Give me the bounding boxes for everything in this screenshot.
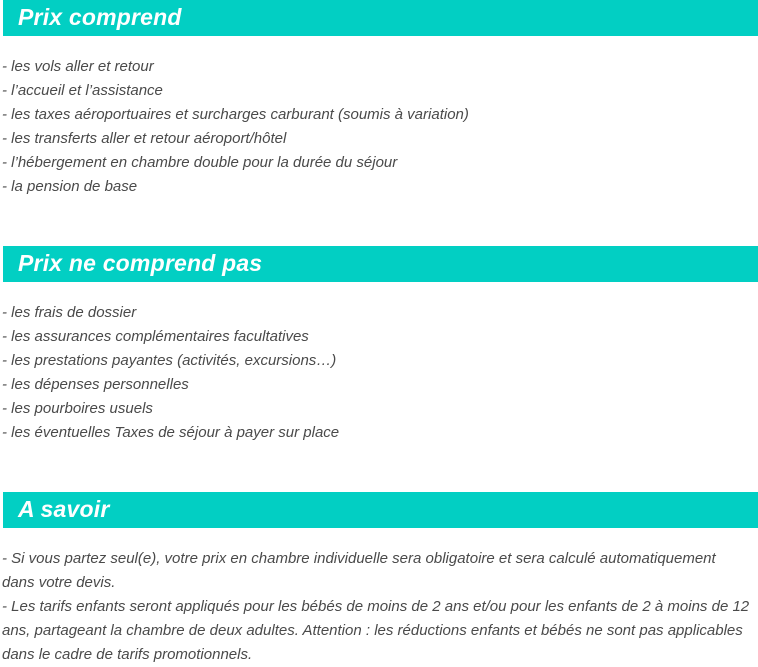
list-item: - Si vous partez seul(e), votre prix en chambre individuelle sera obligatoire et sera calculé automatiquement dans votre devis. <box>2 550 720 591</box>
list-item: - les pourboires usuels <box>2 400 153 417</box>
list-item: - les assurances complémentaires facultatives <box>2 328 309 345</box>
section-price-includes <box>0 0 758 199</box>
section-title: A savoir <box>18 495 110 522</box>
list-item: - la pension de base <box>2 178 138 195</box>
section-title: Prix ne comprend pas <box>18 249 263 276</box>
section-header-price-includes <box>3 0 758 36</box>
good-to-know-list <box>0 528 758 667</box>
price-excludes-list <box>0 282 758 445</box>
list-item: - l’hébergement en chambre double pour la durée du séjour <box>2 154 398 171</box>
section-title: Prix comprend <box>18 3 182 30</box>
section-header-good-to-know <box>3 492 758 528</box>
list-item: - les dépenses personnelles <box>2 376 189 393</box>
list-item: - les prestations payantes (activités, excursions…) <box>2 352 337 369</box>
list-item: - les éventuelles Taxes de séjour à payer sur place <box>2 424 340 441</box>
section-header-price-excludes <box>3 246 758 282</box>
section-price-excludes <box>0 246 758 445</box>
list-item: - les vols aller et retour <box>2 58 154 75</box>
list-item: - les taxes aéroportuaires et surcharges carburant (soumis à variation) <box>2 106 469 123</box>
list-item: - Les tarifs enfants seront appliqués pour les bébés de moins de 2 ans et/ou pour les enfants de 2 à moins de 12 ans, partageant la chambre de deux adultes. Attention : les réductions enfants et bébés ne sont pas applicables dans le cadre de tarifs promotionnels. <box>2 598 754 663</box>
list-item: - les frais de dossier <box>2 304 137 321</box>
price-includes-list <box>0 36 758 199</box>
list-item: - les transferts aller et retour aéroport/hôtel <box>2 130 287 147</box>
section-good-to-know <box>0 492 758 667</box>
list-item: - l’accueil et l’assistance <box>2 82 163 99</box>
